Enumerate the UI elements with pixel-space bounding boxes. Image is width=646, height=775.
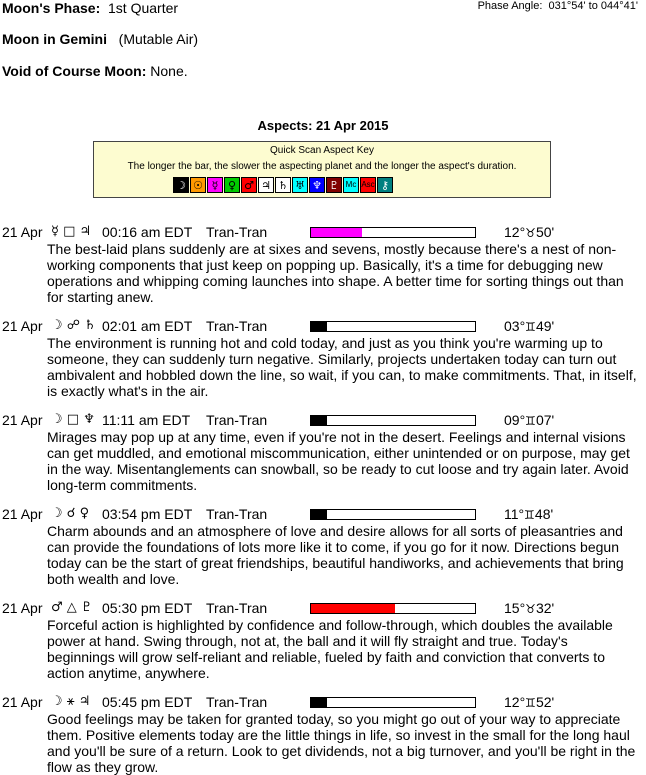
aspect-degree (504, 694, 554, 710)
neptune-icon: ♆ (309, 177, 325, 193)
aspect-date: 21 Apr (2, 694, 43, 710)
aspect-header-line (0, 506, 646, 523)
degree-value: 12° (504, 694, 526, 710)
phase-angle (478, 0, 638, 12)
aspect-glyphs: ☽ ⚹ ♃ (51, 694, 91, 709)
aspect-header-line (0, 694, 646, 711)
sun-icon: ☉ (190, 177, 206, 193)
duration-bar-fill (311, 698, 327, 707)
aspect-entry (0, 694, 646, 775)
aspects-title: Aspects: 21 Apr 2015 (257, 118, 389, 133)
duration-bar-fill (311, 604, 395, 613)
aspect-time: 11:11 am EDT (102, 412, 191, 428)
aspect-description: The best-laid plans suddenly are at sixes and sevens, mostly because there's a nest of non-working components that just keep on popping up. Basically, it's a time for debugging new operations and whipping coming launches into shape. A better time for sorting things out than for starting anew. (47, 241, 624, 305)
degree-value: 12° (504, 224, 526, 240)
aspect-description: Forceful action is highlighted by confidence and follow-through, which doubles the available power at hand. Swing through, not at, the ball and it will fly straight and true. Today's beginnings will grow self-reliant and reliable, fueled by faith and conviction that converts to action anytime, anywhere. (47, 617, 613, 681)
moon-sign-value: (Mutable Air) (118, 31, 199, 47)
aspect-description: Mirages may pop up at any time, even if you're not in the desert. Feelings and internal visions can get muddled, and emotional miscommunication, either unintended or on purpose, may get in the way. Misentanglements can snowball, so be ready to cut loose and try again later. Avoid long-term commitments. (47, 429, 630, 493)
aspect-type: Tran-Tran (206, 600, 268, 616)
zodiac-sign-icon: ♊ (524, 508, 535, 522)
aspect-key-title: Quick Scan Aspect Key (270, 145, 374, 156)
zodiac-sign-icon: ♉ (525, 226, 536, 240)
aspect-date: 21 Apr (2, 600, 43, 616)
phase-angle-value: 031°54' to 044°41' (548, 0, 638, 12)
minute-value: 07' (535, 412, 555, 428)
aspect-header-line (0, 318, 646, 335)
moon-phase (2, 0, 178, 16)
mercury-icon: ☿ (207, 177, 223, 193)
aspect-type: Tran-Tran (206, 506, 268, 522)
aspect-description: Good feelings may be taken for granted today, so you might go out of your way to appreciate them. Positive elements today are the little things in life, so invest in the small for the long haul and you'll be sure of a return. Look to get dividends, not a big turnover, and you'll be right in the flow as they grow. (47, 711, 636, 775)
mars-icon: ♂ (241, 177, 257, 193)
aspect-glyphs: ☽ ☌ ♀ (51, 506, 90, 521)
aspect-description: Charm abounds and an atmosphere of love and desire allows for all sorts of pleasantries and can provide the foundations of lots more like it to come, if you go for it now. Directions begun today can be the start of great friendships, beautiful handiworks, and achievements that bring both wealth and love. (47, 523, 624, 587)
minute-value: 48' (534, 506, 554, 522)
aspect-date: 21 Apr (2, 318, 43, 334)
aspect-header-line (0, 600, 646, 617)
duration-bar-fill (311, 510, 327, 519)
aspect-date: 21 Apr (2, 224, 43, 240)
aspect-entry (0, 506, 646, 587)
aspect-key-strip (173, 177, 394, 193)
aspect-header-line (0, 224, 646, 241)
degree-value: 09° (504, 412, 526, 428)
minute-value: 52' (535, 694, 555, 710)
aspect-description: The environment is running hot and cold today, and just as you think you're warming up to someone, they can suddenly turn negative. Similarly, projects undertaken today can turn out ambivalent and hobbled down the line, so wait, if you can, to make commitments. That, in itself, is exactly what's in the air. (47, 335, 637, 399)
saturn-icon: ♄ (275, 177, 291, 193)
aspect-degree (504, 224, 554, 240)
duration-bar-fill (311, 416, 327, 425)
voc-label: Void of Course Moon: (2, 63, 147, 79)
degree-value: 03° (504, 318, 526, 334)
aspect-degree (504, 506, 553, 522)
aspect-entry (0, 318, 646, 399)
duration-bar-fill (311, 228, 362, 237)
aspect-type: Tran-Tran (206, 694, 268, 710)
minute-value: 32' (535, 600, 555, 616)
aspect-time: 05:30 pm EDT (102, 600, 193, 616)
duration-bar (310, 321, 476, 332)
aspect-degree (504, 318, 554, 334)
degree-value: 15° (504, 600, 526, 616)
moon-phase-value: 1st Quarter (108, 0, 179, 16)
aspect-header-line (0, 412, 646, 429)
pluto-icon: ♇ (326, 177, 342, 193)
aspect-key-description: The longer the bar, the slower the aspecting planet and the longer the aspect's duration. (127, 161, 517, 172)
aspect-glyphs: ♂ △ ♇ (51, 600, 93, 615)
duration-bar (310, 697, 476, 708)
aspect-time: 00:16 am EDT (102, 224, 193, 240)
moon-icon: ☽ (173, 177, 189, 193)
aspect-date: 21 Apr (2, 506, 43, 522)
moon-phase-label: Moon's Phase: (2, 0, 101, 16)
aspect-entry (0, 600, 646, 681)
duration-bar (310, 227, 476, 238)
zodiac-sign-icon: ♉ (525, 602, 536, 616)
venus-icon: ♀ (224, 177, 240, 193)
duration-bar (310, 603, 476, 614)
duration-bar-fill (311, 322, 327, 331)
zodiac-sign-icon: ♊ (525, 414, 536, 428)
chiron-icon: ⚷ (377, 177, 393, 193)
minute-value: 49' (535, 318, 555, 334)
aspect-type: Tran-Tran (206, 412, 268, 428)
aspect-glyphs: ☽ ☍ ♄ (51, 318, 96, 333)
duration-bar (310, 415, 476, 426)
aspect-time: 02:01 am EDT (102, 318, 193, 334)
moon-sign-label: Moon in Gemini (2, 31, 107, 47)
aspect-entry (0, 224, 646, 305)
degree-value: 11° (504, 506, 525, 522)
aspect-type: Tran-Tran (206, 318, 268, 334)
void-of-course (2, 63, 188, 79)
voc-value: None. (150, 63, 188, 79)
zodiac-sign-icon: ♊ (525, 320, 536, 334)
aspect-key-box (93, 141, 551, 198)
jupiter-icon: ♃ (258, 177, 274, 193)
aspect-degree (504, 412, 554, 428)
uranus-icon: ♅ (292, 177, 308, 193)
duration-bar (310, 509, 476, 520)
midheaven-icon: Mc (343, 177, 359, 193)
aspect-time: 03:54 pm EDT (102, 506, 193, 522)
aspect-glyphs: ☿ □ ♃ (51, 224, 92, 239)
aspect-entry (0, 412, 646, 493)
zodiac-sign-icon: ♊ (525, 696, 536, 710)
aspect-time: 05:45 pm EDT (102, 694, 193, 710)
phase-angle-label: Phase Angle: (477, 0, 543, 12)
aspect-glyphs: ☽ □ ♆ (51, 412, 95, 427)
minute-value: 50' (535, 224, 555, 240)
ascendant-icon: Asc (360, 177, 376, 193)
aspect-date: 21 Apr (2, 412, 43, 428)
moon-sign (2, 31, 198, 47)
aspect-degree (504, 600, 554, 616)
aspect-type: Tran-Tran (206, 224, 268, 240)
